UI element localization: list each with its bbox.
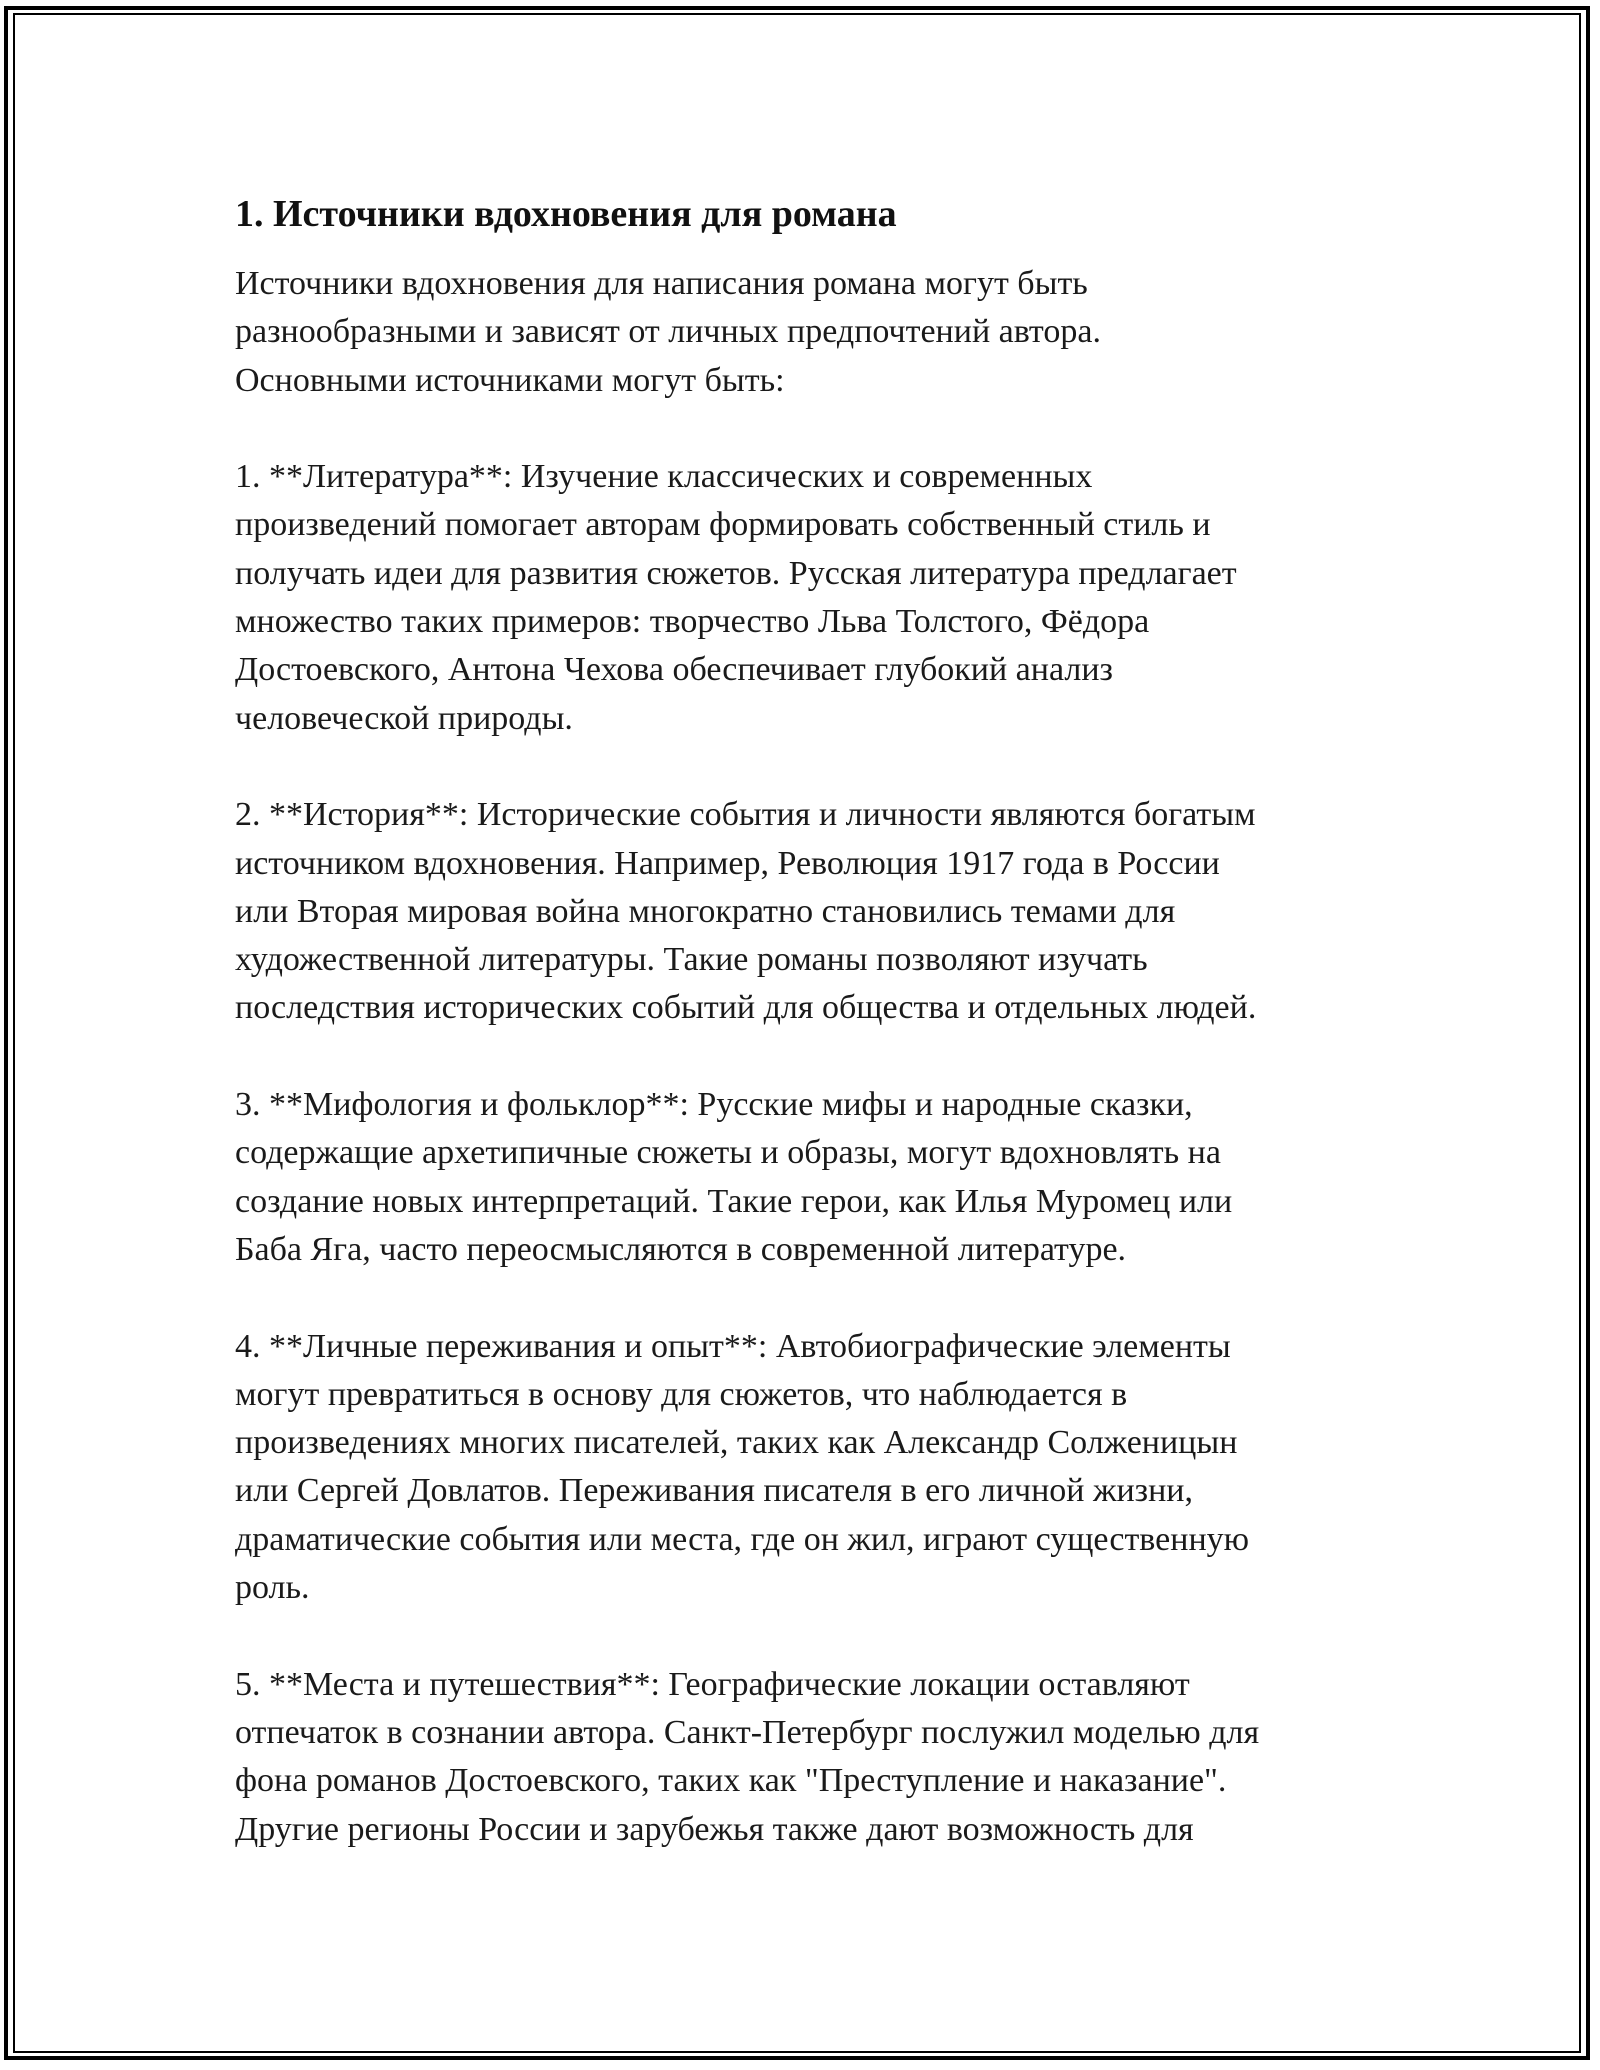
list-item-history: 2. **История**: Исторические события и личности являются богатым источником вдохновения. Например, Революция 1917 года в России или Вторая мировая война многократно становились темами для художественной литературы. Такие романы позволяют изучать последствия исторических событий для общества и отдельных людей. — [235, 796, 1257, 1027]
section-heading: 1. Источники вдохновения для романа — [235, 193, 897, 235]
list-item-places-travel: 5. **Места и путешествия**: Географические локации оставляют отпечаток в сознании автора. Санкт-Петербург послужил моделью для фона романов Достоевского, таких как "Преступление и наказание". Другие регионы России и зарубежья также дают возможность для — [235, 1665, 1260, 1848]
list-item-mythology: 3. **Мифология и фольклор**: Русские мифы и народные сказки, содержащие архетипичные сюжеты и образы, могут вдохновлять на создание новых интерпретаций. Такие герои, как Илья Муромец или Баба Яга, часто переосмысляются в современной литературе. — [235, 1086, 1233, 1268]
intro-paragraph: Источники вдохновения для написания романа могут быть разнообразными и зависят от личных предпочтений автора. Основными источниками могут быть: — [235, 265, 1101, 399]
list-item-personal-experience: 4. **Личные переживания и опыт**: Автобиографические элементы могут превратиться в основу для сюжетов, что наблюдается в произведениях многих писателей, таких как Александр Солженицын или Сергей Довлатов. Переживания писателя в его личной жизни, драматические события или места, где он жил, играют существенную роль. — [235, 1327, 1250, 1607]
list-item-literature: 1. **Литература**: Изучение классических и современных произведений помогает авторам формировать собственный стиль и получать идеи для развития сюжетов. Русская литература предлагает множество таких примеров: творчество Льва Толстого, Фёдора Достоевского, Антона Чехова обеспечивает глубокий анализ человеческой природы. — [235, 458, 1237, 737]
document-body — [235, 188, 1375, 1854]
